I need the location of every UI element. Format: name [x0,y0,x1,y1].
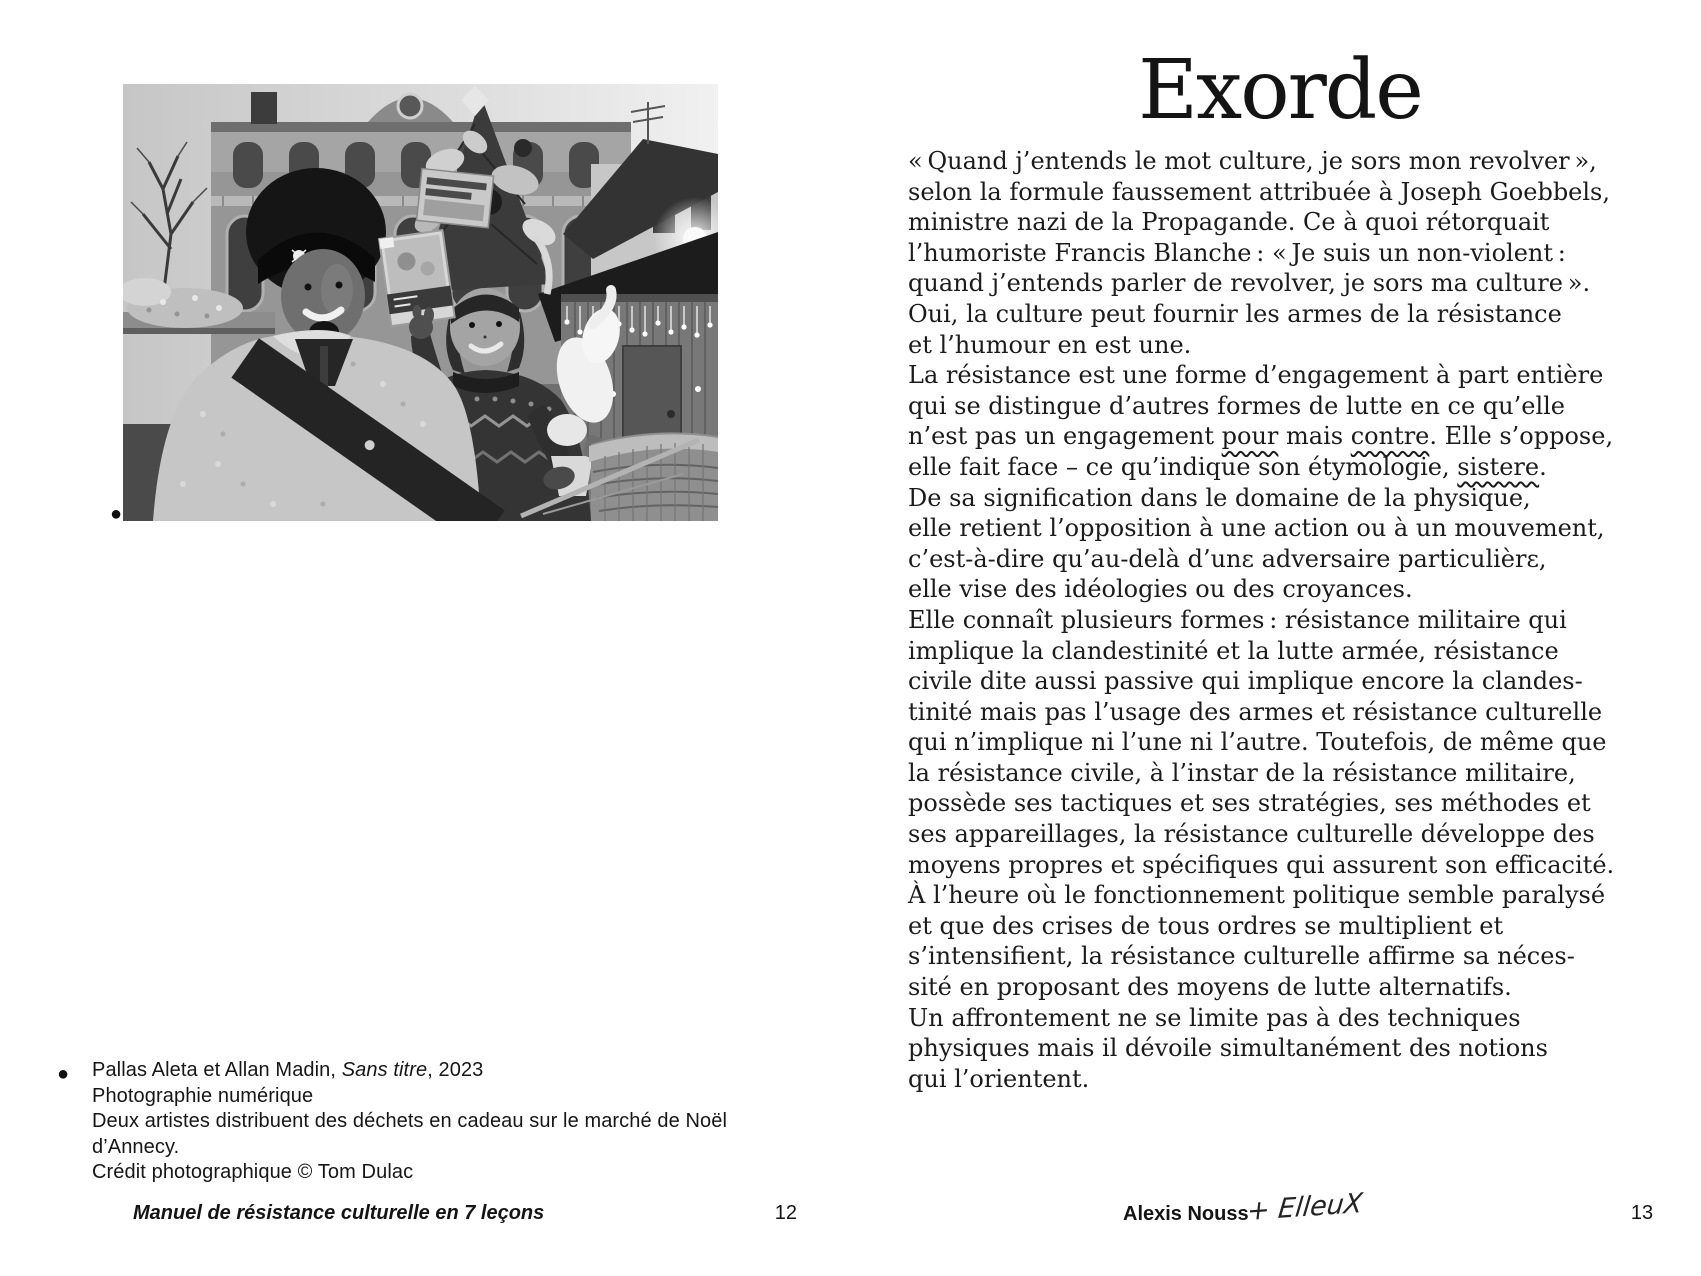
text-line: et l’humour en est une. [908,330,1192,359]
page-number-right: 13 [1630,1202,1654,1224]
artwork-title: Sans titre [341,1059,428,1081]
author-name: Alexis Nouss [1123,1203,1249,1225]
caption-line: Photographie numérique [92,1084,314,1107]
text-line: elle retient l’opposition à une action ou à un mouvement, [908,514,1605,543]
text-line: La résistance est une forme d’engagement à part entière [908,361,1604,390]
text-line: ses appareillages, la résistance culturelle développe des [908,820,1595,849]
text-line: qui n’implique ni l’une ni l’autre. Toutefois, de même que [908,728,1607,757]
caption-line: Crédit photographique © Tom Dulac [92,1161,414,1184]
text-line: ministre nazi de la Propagande. Ce à quoi rétorquait [908,208,1550,237]
caption-marker-dot: ● [57,1063,70,1085]
caption-line: Deux artistes distribuent des déchets en cadeau sur le marché de Noël [92,1110,728,1133]
handwritten-annotation: + ElleuX [1245,1187,1365,1228]
text-line: sité en proposant des moyens de lutte alternatifs. [908,973,1512,1002]
text-line: moyens propres et spécifiques qui assurent son efficacité. [908,850,1615,879]
text-line: n’est pas un engagement pour mais contre. Elle s’oppose, [908,422,1614,451]
text-line: possède ses tactiques et ses stratégies, ses méthodes et [908,789,1591,818]
text-line: l’humoriste Francis Blanche : « Je suis un non-violent : [908,238,1566,267]
text-line: Oui, la culture peut fournir les armes de la résistance [908,299,1562,328]
text-line: la résistance civile, à l’instar de la résistance militaire, [908,758,1576,787]
text-line: selon la formule faussement attribuée à Joseph Goebbels, [908,177,1610,206]
text-line: civile dite aussi passive qui implique encore la clandes- [908,667,1583,696]
text-line: Un affrontement ne se limite pas à des techniques [908,1003,1521,1032]
text-line: À l’heure où le fonctionnement politique semble paralysé [908,881,1606,910]
christmas-market-photo-illustration [123,84,718,521]
text-line: implique la clandestinité et la lutte armée, résistance [908,636,1559,665]
text-line: quand j’entends parler de revolver, je sors ma culture ». [908,269,1591,298]
text-line: et que des crises de tous ordres se multiplient et [908,911,1504,940]
book-title: Manuel de résistance culturelle en 7 leçons [133,1202,545,1224]
photo-marker-dot: ● [110,503,123,525]
caption-line: Pallas Aleta et Allan Madin, Sans titre, 2023 [92,1059,484,1081]
text-line: physiques mais il dévoile simultanément des notions [908,1034,1548,1063]
page-number-left: 12 [774,1202,797,1224]
text-line: elle vise des idéologies ou des croyances. [908,575,1413,604]
photo-caption [92,1058,727,1186]
text-line: s’intensifient, la résistance culturelle affirme sa néces- [908,942,1575,971]
text-line: tinité mais pas l’usage des armes et résistance culturelle [908,697,1603,726]
text-line: c’est-à-dire qu’au-delà d’unε adversaire particulièrε, [908,544,1547,573]
text-line: elle fait face – ce qu’indique son étymologie, sistere. [908,452,1547,481]
text-line: « Quand j’entends le mot culture, je sors mon revolver », [908,147,1597,175]
text-line: qui se distingue d’autres formes de lutte en ce qu’elle [908,391,1566,420]
photo [123,84,718,521]
chapter-text [908,146,1614,1094]
text-line: qui l’orientent. [908,1064,1090,1093]
chapter-title: Exorde [1138,43,1422,138]
text-line: Elle connaît plusieurs formes : résistance militaire qui [908,605,1567,634]
caption-line: d’Annecy. [92,1135,180,1158]
text-line: De sa signification dans le domaine de la physique, [908,483,1531,512]
